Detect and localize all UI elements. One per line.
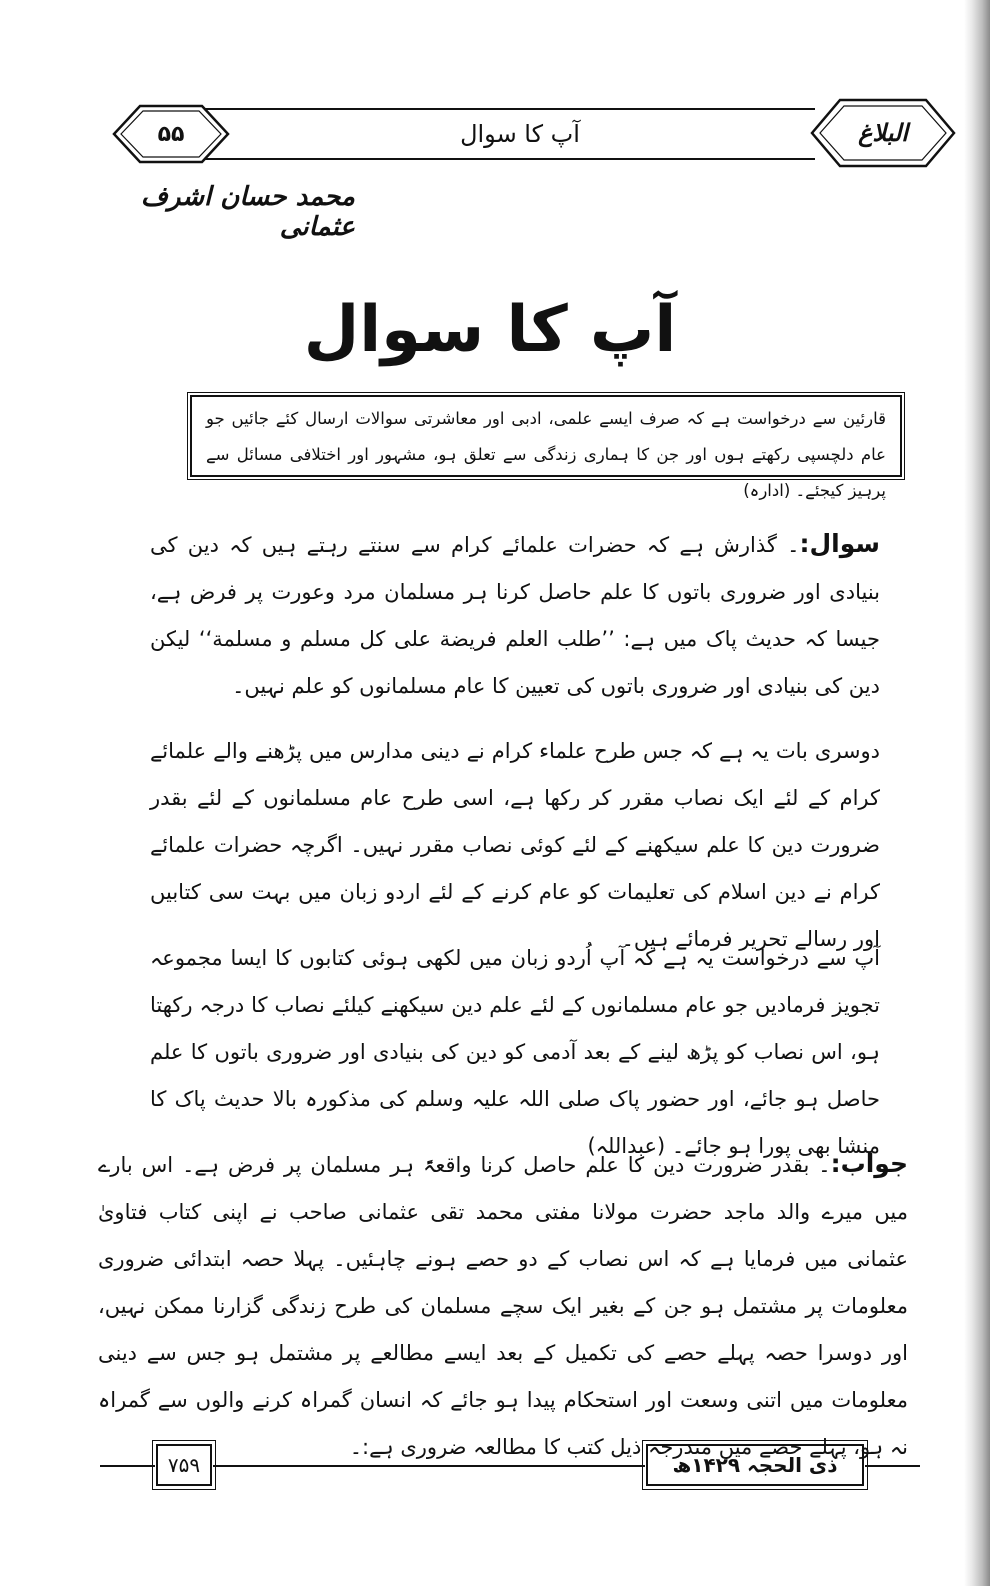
footer-page-number: ۷۵۹: [156, 1444, 212, 1486]
book-spine-shadow: [964, 0, 990, 1586]
running-title: آپ کا سوال: [460, 120, 580, 148]
answer-label: جواب:: [830, 1149, 908, 1178]
header-page-number: ۵۵: [157, 121, 185, 147]
question-label: سوال:: [799, 529, 880, 558]
answer-paragraph: [98, 1140, 908, 1471]
answer-text: ۔ بقدر ضرورت دین کا علم حاصل کرنا واقعۃً ہر مسلمان پر فرض ہے۔ اس بارے میں میرے والد ماجد حضرت مولانا مفتی محمد تقی عثمانی صاحب نے اپنی کتاب فتاویٰ عثمانی میں فرمایا ہے کہ اس نصاب کے دو حصے ہونے چاہئیں۔ پہلا حصہ ابتدائی ضروری معلومات پر مشتمل ہو جن کے بغیر ایک سچے مسلمان کی طرح زندگی گزارنا ممکن نہیں، اور دوسرا حصہ پہلے حصے کی تکمیل کے بعد ایسے مطالعے پر مشتمل ہو جس سے دینی معلومات میں اتنی وسعت اور استحکام پیدا ہو جائے کہ انسان گمراہ کرنے والوں سے گمراہ نہ ہو، پہلے حصے میں مندرجہ ذیل کتب کا مطالعہ ضروری ہے:۔: [98, 1153, 908, 1459]
footer-rule-right: [865, 1465, 920, 1467]
magazine-logo: [808, 96, 958, 170]
article-title: آپ کا سوال: [303, 293, 677, 367]
footer-issue-date: ذی الحجہ ۱۴۲۹ھ: [646, 1444, 864, 1486]
question-paragraph-2: دوسری بات یہ ہے کہ جس طرح علماء کرام نے دینی مدارس میں پڑھنے والے علمائے کرام کے لئے ایک نصاب مقرر کر رکھا ہے، اسی طرح عام مسلمانوں کے لئے بقدر ضرورت دین کا علم سیکھنے کے لئے کوئی نصاب مقرر نہیں۔ اگرچہ حضرات علمائے کرام نے دین اسلام کی تعلیمات کو عام کرنے کے لئے اردو زبان میں بہت سی کتابیں اور رسالے تحریر فرمائے ہیں۔: [150, 739, 880, 951]
question-paragraph-3: آپ سے درخواست یہ ہے کہ آپ اُردو زبان میں لکھی ہوئی کتابوں کا ایسا مجموعہ تجویز فرمادیں جو عام مسلمانوں کے لئے علم دین سیکھنے کیلئے نصاب کا درجہ رکھتا ہو، اس نصاب کو پڑھ لینے کے بعد آدمی کو دین کی بنیادی اور ضروری باتوں کا علم حاصل ہو جائے، اور حضور پاک صلی اللہ علیہ وسلم کی مذکورہ بالا حدیث پاک کا منشا بھی پورا ہو جائے۔ (عبداللہ): [150, 946, 880, 1158]
footer-rule-middle: [213, 1465, 645, 1467]
header-page-number-badge: [112, 103, 230, 165]
footer-rule-left: [100, 1465, 155, 1467]
question-text: ۔ گذارش ہے کہ حضرات علمائے کرام سے سنتے رہتے ہیں کہ دین کی بنیادی اور ضروری باتوں کا علم حاصل کرنا ہر مسلمان مرد وعورت پر فرض ہے، جیسا کہ حدیث پاک میں ہے: ’’طلب العلم فریضة علی کل مسلم و مسلمة‘‘ لیکن دین کی بنیادی اور ضروری باتوں کی تعیین کا عام مسلمانوں کو علم نہیں۔: [150, 533, 880, 698]
magazine-logo-text: البلاغ: [858, 119, 908, 147]
header-rule-top: [205, 108, 815, 110]
author-name: محمد حسان اشرف عثمانی: [140, 182, 355, 242]
header-rule-bottom: [205, 158, 815, 160]
question-paragraph: [150, 520, 880, 710]
reader-notice-box: قارئین سے درخواست ہے کہ صرف ایسے علمی، ادبی اور معاشرتی سوالات ارسال کئے جائیں جو عام دلچسپی رکھتے ہوں اور جن کا ہماری زندگی سے تعلق ہو، مشہور اور اختلافی مسائل سے پرہیز کیجئے۔ (ادارہ): [190, 395, 902, 477]
